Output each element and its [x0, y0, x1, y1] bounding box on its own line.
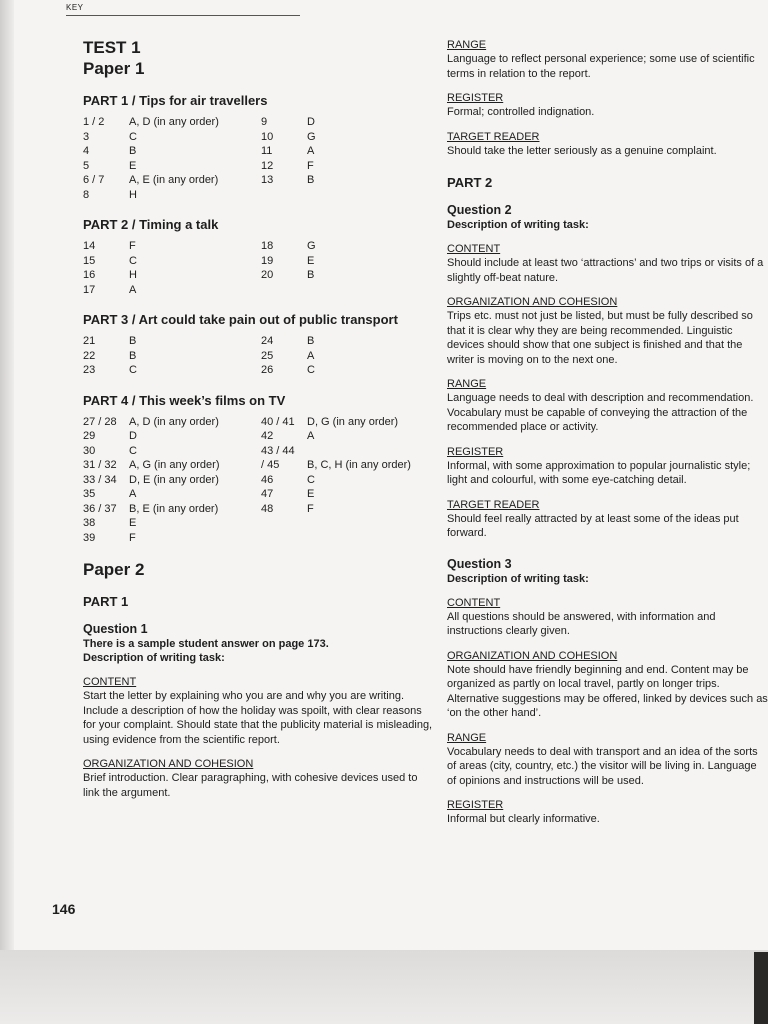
- part2-answer-grid: [83, 239, 433, 297]
- answer-value: B: [129, 335, 137, 347]
- q3-content-text: All questions should be answered, with information and instructions clearly given.: [447, 610, 716, 637]
- answer-value: D: [307, 116, 315, 128]
- answer-value: C: [307, 364, 315, 376]
- answer-number: 26: [261, 364, 274, 376]
- answer-value: D: [129, 430, 137, 442]
- scan-background: [0, 950, 768, 1024]
- part2-heading: PART 2 / Timing a talk: [83, 217, 219, 232]
- question2-heading: Question 2: [447, 203, 512, 217]
- paper1-title: Paper 1: [83, 59, 145, 78]
- answer-number: 38: [83, 517, 96, 529]
- q3-register-label: REGISTER: [447, 799, 504, 811]
- answer-number: 6 / 7: [83, 174, 105, 186]
- answer-number: 24: [261, 335, 274, 347]
- answer-number: 30: [83, 444, 96, 457]
- answer-value: A, G (in any order): [129, 459, 220, 471]
- answer-number: / 45: [261, 459, 280, 471]
- answer-value: A: [129, 488, 137, 500]
- answer-value: D, E (in any order): [129, 473, 219, 486]
- answer-value: [307, 283, 433, 298]
- answer-value: F: [129, 240, 136, 252]
- answer-value: H: [129, 269, 137, 281]
- part3-heading: PART 3 / Art could take pain out of public transport: [83, 312, 398, 327]
- q1-target-reader-text: Should take the letter seriously as a genuine complaint.: [447, 144, 717, 157]
- q1-range-text: Language to reflect personal experience; some use of scientific terms in relation to the report.: [447, 53, 755, 80]
- q3-range-text: Vocabulary needs to deal with transport and an idea of the sorts of areas (city, country, etc.) the visitor will be living in. Language of opinions and instructions will be used.: [447, 745, 758, 787]
- answer-value: G: [307, 130, 316, 143]
- answer-number: 31 / 32: [83, 459, 117, 471]
- q1-register-text: Formal; controlled indignation.: [447, 106, 595, 118]
- answer-value: G: [307, 240, 316, 252]
- answer-value: A: [307, 145, 315, 157]
- answer-value: [307, 516, 433, 531]
- q1-range-label: RANGE: [447, 39, 487, 51]
- answer-value: A: [307, 430, 315, 442]
- answer-value: D, G (in any order): [307, 415, 399, 428]
- q2-range-label: RANGE: [447, 378, 487, 390]
- q1-organization-label: ORGANIZATION AND COHESION: [83, 758, 254, 770]
- q2-content-label: CONTENT: [447, 243, 501, 255]
- answer-value: C: [129, 130, 137, 143]
- answer-value: C: [129, 364, 137, 376]
- question1-description-label: Description of writing task:: [83, 652, 225, 664]
- answer-number: 48: [261, 502, 274, 515]
- answer-number: 16: [83, 269, 96, 281]
- q1-content-label: CONTENT: [83, 676, 137, 688]
- page-gutter: [0, 0, 14, 950]
- answer-value: E: [129, 517, 137, 529]
- answer-number: 1 / 2: [83, 116, 105, 128]
- answer-number: 47: [261, 488, 274, 500]
- answer-value: C: [307, 473, 315, 486]
- answer-number: 39: [83, 531, 96, 544]
- question1-note: There is a sample student answer on page 173.: [83, 638, 329, 650]
- answer-number: 33 / 34: [83, 473, 117, 486]
- answer-value: B: [307, 335, 315, 347]
- question1-heading: Question 1: [83, 622, 148, 636]
- q1-register-label: REGISTER: [447, 92, 504, 104]
- right-column: [447, 38, 768, 827]
- part4-heading: PART 4 / This week’s films on TV: [83, 392, 286, 408]
- answer-value: B, C, H (in any order): [307, 459, 411, 471]
- answer-number: 4: [83, 145, 90, 157]
- page-number: 146: [52, 901, 76, 917]
- left-column: [83, 38, 433, 800]
- answer-number: 40 / 41: [261, 415, 295, 428]
- q2-register-text: Informal, with some approximation to popular journalistic style; light and colourful, with some eye-catching detail.: [447, 459, 751, 486]
- answer-number: 35: [83, 488, 96, 500]
- paper2-part1-heading: PART 1: [83, 594, 129, 609]
- q2-target-reader-label: TARGET READER: [447, 498, 540, 511]
- answer-value: A: [307, 349, 315, 362]
- answer-value: A: [129, 283, 137, 296]
- part4-answer-grid: [83, 415, 433, 546]
- paper2-part2-heading: PART 2: [447, 175, 493, 190]
- answer-number: 22: [83, 349, 96, 362]
- answer-number: 43 / 44: [261, 444, 295, 457]
- answer-value: C: [129, 254, 137, 267]
- answer-value: H: [129, 188, 137, 201]
- answer-value: A, E (in any order): [129, 174, 219, 186]
- answer-value: E: [129, 159, 137, 172]
- answer-value: B: [307, 174, 315, 186]
- answer-number: 21: [83, 335, 96, 347]
- answer-value: B: [129, 145, 137, 157]
- answer-value: A, D (in any order): [129, 116, 219, 128]
- q2-range-text: Language needs to deal with description and recommendation. Vocabulary must be capable of conveying the attraction of the recommended place or activity.: [447, 392, 754, 433]
- part3-answer-grid: [83, 334, 433, 378]
- q3-content-label: CONTENT: [447, 596, 501, 609]
- answer-number: [261, 188, 307, 203]
- q3-register-text: Informal but clearly informative.: [447, 813, 600, 825]
- part1-answer-grid: [83, 115, 433, 202]
- q1-content-text: Start the letter by explaining who you are and why you are writing. Include a description of how the holiday was spoilt, with clear reasons for your complaint. Should state that the publicity material is misleading, using evidence from the scientific report.: [83, 690, 433, 746]
- answer-number: [261, 516, 307, 531]
- answer-value: C: [129, 444, 137, 457]
- answer-number: 23: [83, 364, 96, 376]
- running-head: KEY: [66, 3, 84, 12]
- answer-number: 18: [261, 240, 274, 252]
- answer-value: B: [307, 269, 315, 281]
- q3-range-label: RANGE: [447, 731, 487, 744]
- answer-value: B, E (in any order): [129, 502, 219, 515]
- answer-value: F: [129, 531, 136, 544]
- answer-value: E: [307, 488, 315, 500]
- answer-number: 9: [261, 116, 268, 128]
- question2-description-label: Description of writing task:: [447, 219, 589, 231]
- answer-value: [307, 531, 433, 546]
- answer-number: 15: [83, 254, 96, 267]
- answer-number: 14: [83, 240, 96, 252]
- question3-description-label: Description of writing task:: [447, 572, 589, 585]
- answer-number: 46: [261, 473, 274, 486]
- q2-organization-label: ORGANIZATION AND COHESION: [447, 296, 618, 308]
- running-head-rule: [66, 15, 300, 16]
- answer-number: 36 / 37: [83, 502, 117, 515]
- q1-organization-text: Brief introduction. Clear paragraphing, with cohesive devices used to link the argument.: [83, 772, 418, 799]
- answer-number: 27 / 28: [83, 415, 117, 428]
- q1-target-reader-label: TARGET READER: [447, 130, 540, 143]
- q3-organization-text: Note should have friendly beginning and end. Content may be organized as partly on local travel, partly on longer trips. Alternative suggestions may be offered, linked by devices such as ‘on the other hand’.: [447, 663, 768, 719]
- test-title: TEST 1: [83, 38, 141, 57]
- answer-value: E: [307, 254, 315, 267]
- answer-number: 19: [261, 254, 274, 267]
- answer-number: 17: [83, 283, 96, 296]
- scan-dark-edge: [754, 952, 768, 1024]
- part1-heading: PART 1 / Tips for air travellers: [83, 93, 268, 108]
- answer-value: A, D (in any order): [129, 415, 219, 428]
- answer-number: 8: [83, 188, 90, 201]
- answer-number: 29: [83, 430, 96, 442]
- q2-register-label: REGISTER: [447, 445, 504, 458]
- q3-organization-label: ORGANIZATION AND COHESION: [447, 649, 618, 662]
- answer-number: 12: [261, 159, 274, 172]
- answer-number: 11: [261, 145, 273, 157]
- answer-value: F: [307, 502, 314, 515]
- answer-number: 10: [261, 130, 274, 143]
- answer-number: 20: [261, 269, 274, 281]
- answer-number: [261, 283, 307, 298]
- answer-number: [261, 531, 307, 546]
- question3-heading: Question 3: [447, 556, 512, 571]
- q2-content-text: Should include at least two ‘attractions’ and two trips or visits of a slightly off-beat nature.: [447, 257, 764, 284]
- answer-number: 42: [261, 430, 274, 442]
- answer-number: 25: [261, 349, 274, 362]
- answer-value: F: [307, 159, 314, 172]
- q2-organization-text: Trips etc. must not just be listed, but must be fully described so that it is clear why they are being recommended. Linguistic devices should show that one subject is finished and that the writer is moving on to the next one.: [447, 310, 753, 366]
- answer-number: 3: [83, 130, 90, 143]
- answer-number: 13: [261, 174, 274, 186]
- answer-value: B: [129, 349, 137, 362]
- answer-number: 5: [83, 159, 90, 172]
- paper2-title: Paper 2: [83, 560, 145, 579]
- q2-target-reader-text: Should feel really attracted by at least some of the ideas put forward.: [447, 512, 739, 539]
- answer-value: [307, 188, 433, 203]
- answer-value: [307, 444, 433, 459]
